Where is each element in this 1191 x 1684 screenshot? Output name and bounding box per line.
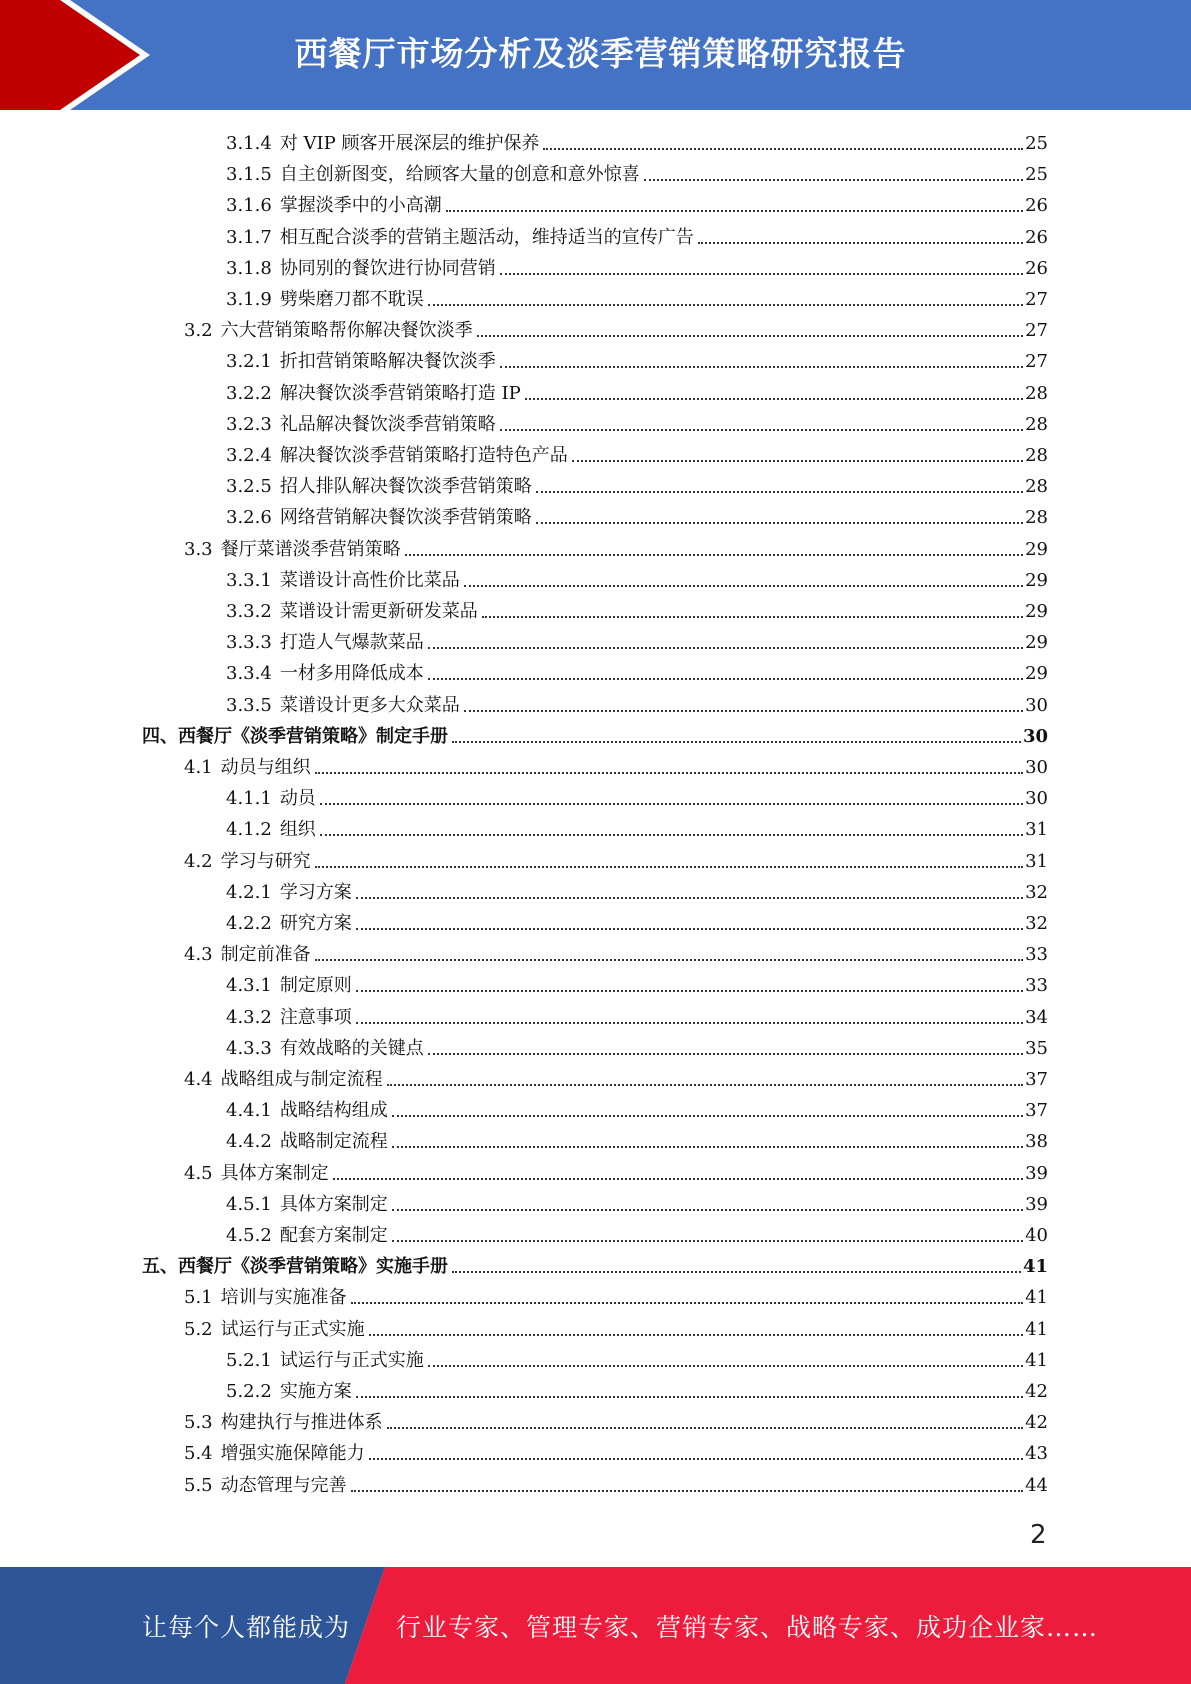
toc-entry[interactable] xyxy=(184,937,1048,968)
toc-entry-number: 5.3 xyxy=(184,1412,213,1434)
toc-entry-text: 四、西餐厅《淡季营销策略》制定手册 xyxy=(142,725,448,747)
toc-entry-label xyxy=(226,630,428,656)
toc-entry-page: 28 xyxy=(1025,382,1048,404)
toc-entry-page: 37 xyxy=(1025,1100,1048,1122)
toc-entry-number: 3.3.3 xyxy=(226,632,272,654)
toc-entry[interactable] xyxy=(226,251,1048,282)
toc-entry-page: 41 xyxy=(1022,1256,1048,1278)
toc-entry-text: 餐厅菜谱淡季营销策略 xyxy=(220,538,401,560)
toc-entry[interactable] xyxy=(226,469,1048,500)
toc-entry-label xyxy=(226,568,464,594)
toc-entry[interactable] xyxy=(184,750,1048,781)
toc-dot-leader xyxy=(428,304,1023,306)
toc-entry-text: 解决餐饮淡季营销策略打造 IP xyxy=(279,382,521,404)
toc-entry-label xyxy=(226,599,482,625)
toc-dot-leader xyxy=(464,585,1023,587)
toc-entry[interactable] xyxy=(226,157,1048,188)
toc-entry-number: 5.4 xyxy=(184,1443,213,1465)
toc-entry-page: 27 xyxy=(1025,351,1048,373)
toc-entry-text: 制定原则 xyxy=(279,975,352,997)
toc-entry-number: 4.1.2 xyxy=(226,819,272,841)
toc-entry[interactable] xyxy=(184,1156,1048,1187)
toc-entry-text: 对 VIP 顾客开展深层的维护保养 xyxy=(279,133,540,154)
toc-dot-leader xyxy=(356,897,1023,899)
toc-dot-leader xyxy=(543,148,1023,150)
toc-entry-text: 学习与研究 xyxy=(220,850,311,872)
toc-dot-leader xyxy=(315,772,1023,774)
toc-dot-leader xyxy=(369,1458,1023,1460)
toc-dot-leader xyxy=(387,1427,1023,1429)
toc-entry-number: 4.2.2 xyxy=(226,913,272,934)
toc-entry-label xyxy=(226,817,320,843)
toc-entry-label xyxy=(226,443,572,469)
toc-entry-number: 3.3 xyxy=(184,538,213,560)
toc-entry-number: 4.2.1 xyxy=(226,881,272,903)
toc-dot-leader xyxy=(428,678,1023,680)
toc-entry-text: 研究方案 xyxy=(279,913,352,934)
toc-dot-leader xyxy=(315,866,1023,868)
toc-entry-label xyxy=(226,973,356,999)
toc-entry-label xyxy=(226,505,536,531)
toc-entry-label xyxy=(226,1098,392,1124)
toc-dot-leader xyxy=(536,491,1023,493)
toc-entry-page: 27 xyxy=(1025,289,1048,310)
toc-entry-page: 38 xyxy=(1025,1131,1048,1153)
footer-slogan-right: 行业专家、管理专家、营销专家、战略专家、成功企业家…… xyxy=(396,1613,1099,1642)
toc-entry-label xyxy=(226,474,536,500)
toc-entry-page: 43 xyxy=(1025,1443,1048,1465)
toc-entry-label xyxy=(184,318,477,344)
toc-entry-page: 29 xyxy=(1025,632,1048,654)
toc-entry[interactable] xyxy=(184,313,1048,344)
toc-entry-label xyxy=(184,849,315,875)
toc-entry-label xyxy=(226,1129,392,1155)
toc-entry-number: 4.4.2 xyxy=(226,1131,272,1153)
toc-entry-page: 34 xyxy=(1025,1006,1048,1028)
toc-entry-number: 4.4 xyxy=(184,1069,213,1090)
toc-entry-label xyxy=(142,724,452,750)
toc-entry-text: 具体方案制定 xyxy=(279,1193,388,1215)
toc-entry[interactable] xyxy=(226,188,1048,219)
toc-entry-label xyxy=(226,693,464,719)
toc-dot-leader xyxy=(572,460,1023,462)
toc-entry-label xyxy=(226,1005,356,1031)
toc-entry-text: 注意事项 xyxy=(279,1006,352,1028)
toc-entry-number: 3.3.4 xyxy=(226,663,272,685)
toc-entry-text: 劈柴磨刀都不耽误 xyxy=(279,289,424,310)
toc-entry-page: 29 xyxy=(1025,538,1048,560)
toc-entry-page: 31 xyxy=(1025,850,1048,872)
toc-entry[interactable] xyxy=(226,1124,1048,1155)
toc-dot-leader xyxy=(392,1209,1023,1211)
toc-entry-page: 30 xyxy=(1025,757,1048,778)
toc-dot-leader xyxy=(525,398,1023,400)
toc-entry-text: 菜谱设计更多大众菜品 xyxy=(279,694,460,716)
toc-dot-leader xyxy=(428,1053,1023,1055)
toc-entry-number: 4.3.2 xyxy=(226,1006,272,1028)
toc-entry-label xyxy=(142,1254,452,1280)
toc-entry[interactable] xyxy=(226,1187,1048,1218)
toc-entry-label xyxy=(184,1285,351,1311)
toc-entry-page: 28 xyxy=(1025,445,1048,466)
toc-entry-page: 30 xyxy=(1025,788,1048,810)
toc-entry-text: 组织 xyxy=(279,819,316,841)
toc-entry-text: 构建执行与推进体系 xyxy=(220,1412,383,1434)
toc-entry-page: 25 xyxy=(1025,133,1048,154)
toc-dot-leader xyxy=(392,1146,1023,1148)
toc-entry-label xyxy=(226,193,446,219)
toc-entry-text: 动员与组织 xyxy=(220,757,311,778)
toc-entry[interactable] xyxy=(226,1000,1048,1031)
toc-entry-text: 增强实施保障能力 xyxy=(220,1443,365,1465)
toc-entry-page: 33 xyxy=(1025,944,1048,966)
toc-entry-page: 35 xyxy=(1025,1037,1048,1059)
toc-entry-number: 3.1.9 xyxy=(226,289,272,310)
toc-entry-page: 26 xyxy=(1025,195,1048,217)
toc-entry-text: 战略组成与制定流程 xyxy=(220,1069,383,1090)
toc-entry-label xyxy=(226,412,500,438)
toc-entry-page: 26 xyxy=(1025,226,1048,248)
toc-entry[interactable] xyxy=(226,968,1048,999)
toc-entry[interactable] xyxy=(226,1218,1048,1249)
toc-entry[interactable] xyxy=(226,1031,1048,1062)
toc-entry-label xyxy=(226,661,428,687)
toc-entry-page: 39 xyxy=(1025,1162,1048,1184)
toc-entry-text: 试运行与正式实施 xyxy=(220,1318,365,1340)
toc-dot-leader xyxy=(500,273,1023,275)
toc-entry-number: 3.3.1 xyxy=(226,569,272,591)
toc-entry-label xyxy=(184,1441,369,1467)
toc-entry-page: 39 xyxy=(1025,1193,1048,1215)
toc-entry-text: 网络营销解决餐饮淡季营销策略 xyxy=(279,507,532,529)
toc-entry-label xyxy=(226,911,356,937)
toc-entry-page: 42 xyxy=(1025,1381,1048,1402)
toc-entry[interactable] xyxy=(226,625,1048,656)
toc-entry-text: 掌握淡季中的小高潮 xyxy=(279,195,442,217)
toc-entry[interactable] xyxy=(226,376,1048,407)
toc-dot-leader xyxy=(356,1022,1023,1024)
toc-dot-leader xyxy=(536,522,1023,524)
toc-entry-label xyxy=(226,1036,428,1062)
toc-entry-text: 解决餐饮淡季营销策略打造特色产品 xyxy=(279,445,568,466)
page-footer xyxy=(0,1567,1191,1684)
toc-entry-number: 3.2.5 xyxy=(226,476,272,498)
toc-entry-label xyxy=(226,131,543,157)
document-title: 西餐厅市场分析及淡季营销策略研究报告 xyxy=(294,34,907,73)
toc-entry-text: 试运行与正式实施 xyxy=(279,1349,424,1371)
toc-dot-leader xyxy=(405,554,1023,556)
toc-entry-number: 3.1.4 xyxy=(226,133,272,154)
toc-entry-label xyxy=(184,1067,387,1093)
toc-entry-page: 30 xyxy=(1022,725,1048,747)
toc-entry-number: 3.1.5 xyxy=(226,164,272,186)
toc-entry-number: 4.5.2 xyxy=(226,1225,272,1246)
toc-entry-text: 自主创新图变，给顾客大量的创意和意外惊喜 xyxy=(279,164,640,186)
toc-entry-text: 打造人气爆款菜品 xyxy=(279,632,424,654)
toc-entry-text: 动态管理与完善 xyxy=(220,1474,347,1496)
toc-entry-number: 5.2 xyxy=(184,1318,213,1340)
toc-entry[interactable] xyxy=(226,407,1048,438)
toc-entry-page: 28 xyxy=(1025,476,1048,498)
toc-dot-leader xyxy=(464,710,1023,712)
toc-dot-leader xyxy=(428,647,1023,649)
toc-entry[interactable] xyxy=(142,719,1048,750)
toc-dot-leader xyxy=(698,242,1023,244)
toc-entry[interactable] xyxy=(184,1468,1048,1499)
toc-entry-label xyxy=(226,880,356,906)
toc-entry-page: 37 xyxy=(1025,1069,1048,1090)
toc-entry-number: 4.3 xyxy=(184,944,213,966)
toc-entry[interactable] xyxy=(184,1280,1048,1311)
toc-entry-page: 40 xyxy=(1025,1225,1048,1246)
toc-dot-leader xyxy=(392,1240,1023,1242)
toc-entry-label xyxy=(226,349,500,375)
toc-dot-leader xyxy=(351,1302,1023,1304)
page-header xyxy=(0,0,1191,110)
toc-entry-label xyxy=(184,1161,333,1187)
toc-dot-leader xyxy=(644,179,1023,181)
toc-entry[interactable] xyxy=(226,906,1048,937)
toc-dot-leader xyxy=(315,959,1023,961)
toc-dot-leader xyxy=(482,616,1023,618)
toc-entry-number: 3.3.2 xyxy=(226,601,272,622)
toc-dot-leader xyxy=(356,990,1023,992)
toc-dot-leader xyxy=(392,1115,1023,1117)
toc-entry[interactable] xyxy=(226,220,1048,251)
toc-entry[interactable] xyxy=(226,594,1048,625)
toc-entry[interactable] xyxy=(184,1405,1048,1436)
toc-entry-label xyxy=(184,1410,387,1436)
toc-entry-number: 4.1 xyxy=(184,757,213,778)
toc-entry-label xyxy=(226,786,320,812)
toc-entry-page: 29 xyxy=(1025,569,1048,591)
toc-dot-leader xyxy=(369,1334,1023,1336)
toc-dot-leader xyxy=(428,1365,1023,1367)
toc-entry[interactable] xyxy=(184,532,1048,563)
toc-entry-label xyxy=(226,1223,392,1249)
toc-entry[interactable] xyxy=(226,656,1048,687)
toc-entry-number: 4.3.1 xyxy=(226,975,272,997)
toc-dot-leader xyxy=(320,803,1023,805)
toc-dot-leader xyxy=(356,928,1023,930)
toc-entry-number: 3.1.7 xyxy=(226,226,272,248)
page-number: 2 xyxy=(1030,1520,1047,1550)
toc-dot-leader xyxy=(500,429,1023,431)
toc-entry-number: 3.2.3 xyxy=(226,413,272,435)
toc-entry-page: 44 xyxy=(1025,1474,1048,1496)
toc-dot-leader xyxy=(477,335,1023,337)
toc-entry-text: 一材多用降低成本 xyxy=(279,663,424,685)
toc-entry-text: 动员 xyxy=(279,788,316,810)
toc-dot-leader xyxy=(387,1084,1023,1086)
toc-entry-text: 折扣营销策略解决餐饮淡季 xyxy=(279,351,496,373)
footer-slogan-left: 让每个人都能成为 xyxy=(142,1613,351,1642)
toc-entry-page: 29 xyxy=(1025,601,1048,622)
toc-entry-label xyxy=(226,381,525,407)
toc-entry-label xyxy=(184,537,405,563)
toc-entry[interactable] xyxy=(226,344,1048,375)
toc-entry-number: 3.2.6 xyxy=(226,507,272,529)
toc-entry-text: 有效战略的关键点 xyxy=(279,1037,424,1059)
toc-entry[interactable] xyxy=(184,1062,1048,1093)
toc-entry-page: 28 xyxy=(1025,413,1048,435)
toc-entry-text: 战略制定流程 xyxy=(279,1131,388,1153)
toc-entry-number: 3.1.8 xyxy=(226,257,272,279)
toc-entry-text: 菜谱设计高性价比菜品 xyxy=(279,569,460,591)
toc-entry-page: 30 xyxy=(1025,694,1048,716)
toc-entry-page: 41 xyxy=(1025,1318,1048,1340)
toc-dot-leader xyxy=(500,366,1023,368)
toc-entry-number: 3.1.6 xyxy=(226,195,272,217)
toc-entry-page: 28 xyxy=(1025,507,1048,529)
toc-entry-label xyxy=(226,256,500,282)
toc-entry-page: 32 xyxy=(1025,913,1048,934)
toc-entry[interactable] xyxy=(226,563,1048,594)
toc-entry[interactable] xyxy=(226,500,1048,531)
toc-entry-page: 26 xyxy=(1025,257,1048,279)
toc-entry-page: 33 xyxy=(1025,975,1048,997)
toc-entry-text: 配套方案制定 xyxy=(279,1225,388,1246)
toc-entry[interactable] xyxy=(184,1436,1048,1467)
toc-entry-number: 5.1 xyxy=(184,1287,213,1309)
toc-entry[interactable] xyxy=(226,1343,1048,1374)
toc-entry-number: 4.2 xyxy=(184,850,213,872)
toc-entry-number: 4.3.3 xyxy=(226,1037,272,1059)
toc-entry-text: 学习方案 xyxy=(279,881,352,903)
toc-entry-number: 3.2 xyxy=(184,320,213,342)
toc-entry[interactable] xyxy=(226,781,1048,812)
toc-entry-text: 六大营销策略帮你解决餐饮淡季 xyxy=(220,320,473,342)
toc-entry-text: 礼品解决餐饮淡季营销策略 xyxy=(279,413,496,435)
toc-entry-label xyxy=(184,755,315,781)
toc-entry[interactable] xyxy=(226,875,1048,906)
toc-entry-page: 41 xyxy=(1025,1287,1048,1309)
toc-entry[interactable] xyxy=(184,1312,1048,1343)
toc-entry[interactable] xyxy=(226,688,1048,719)
toc-entry-number: 5.5 xyxy=(184,1474,213,1496)
toc-entry-text: 菜谱设计需更新研发菜品 xyxy=(279,601,478,622)
toc-entry-page: 29 xyxy=(1025,663,1048,685)
toc-entry-page: 27 xyxy=(1025,320,1048,342)
toc-entry-text: 五、西餐厅《淡季营销策略》实施手册 xyxy=(142,1256,448,1278)
toc-entry-number: 4.4.1 xyxy=(226,1100,272,1122)
toc-entry-number: 4.5.1 xyxy=(226,1193,272,1215)
toc-dot-leader xyxy=(452,741,1021,743)
toc-entry-page: 25 xyxy=(1025,164,1048,186)
toc-dot-leader xyxy=(356,1396,1023,1398)
toc-entry-number: 5.2.2 xyxy=(226,1381,272,1402)
toc-entry-page: 42 xyxy=(1025,1412,1048,1434)
toc-entry-label xyxy=(226,1348,428,1374)
toc-entry[interactable] xyxy=(226,812,1048,843)
toc-entry-number: 3.2.1 xyxy=(226,351,272,373)
toc-entry-number: 4.5 xyxy=(184,1162,213,1184)
toc-entry-label xyxy=(184,942,315,968)
toc-entry-text: 招人排队解决餐饮淡季营销策略 xyxy=(279,476,532,498)
toc-entry[interactable] xyxy=(226,438,1048,469)
toc-entry-label xyxy=(226,1379,356,1405)
toc-entry-number: 5.2.1 xyxy=(226,1349,272,1371)
toc-entry-number: 3.3.5 xyxy=(226,694,272,716)
toc-dot-leader xyxy=(333,1178,1023,1180)
toc-entry-label xyxy=(226,287,428,313)
toc-entry-text: 实施方案 xyxy=(279,1381,352,1402)
toc-entry[interactable] xyxy=(226,1093,1048,1124)
toc-entry-text: 协同别的餐饮进行协同营销 xyxy=(279,257,496,279)
toc-entry-page: 32 xyxy=(1025,881,1048,903)
toc-entry-text: 相互配合淡季的营销主题活动，维持适当的宣传广告 xyxy=(279,226,694,248)
toc-dot-leader xyxy=(351,1490,1023,1492)
toc-dot-leader xyxy=(446,210,1023,212)
toc-entry-text: 具体方案制定 xyxy=(220,1162,329,1184)
toc-entry-page: 31 xyxy=(1025,819,1048,841)
toc-entry-label xyxy=(226,225,698,251)
toc-entry-label xyxy=(184,1317,369,1343)
toc-dot-leader xyxy=(320,834,1023,836)
toc-entry-number: 4.1.1 xyxy=(226,788,272,810)
toc-entry-label xyxy=(226,1192,392,1218)
toc-entry[interactable] xyxy=(226,282,1048,313)
toc-entry-page: 41 xyxy=(1025,1349,1048,1371)
toc-entry[interactable] xyxy=(142,1249,1048,1280)
toc-entry[interactable] xyxy=(184,844,1048,875)
toc-entry-label xyxy=(226,162,644,188)
toc-entry-label xyxy=(184,1473,351,1499)
toc-entry-text: 战略结构组成 xyxy=(279,1100,388,1122)
toc-entry-number: 3.2.2 xyxy=(226,382,272,404)
toc-entry-text: 培训与实施准备 xyxy=(220,1287,347,1309)
toc-entry-number: 3.2.4 xyxy=(226,445,272,466)
toc-entry[interactable] xyxy=(226,1374,1048,1405)
toc-entry-text: 制定前准备 xyxy=(220,944,311,966)
toc-dot-leader xyxy=(452,1271,1021,1273)
toc-entry[interactable] xyxy=(226,126,1048,157)
